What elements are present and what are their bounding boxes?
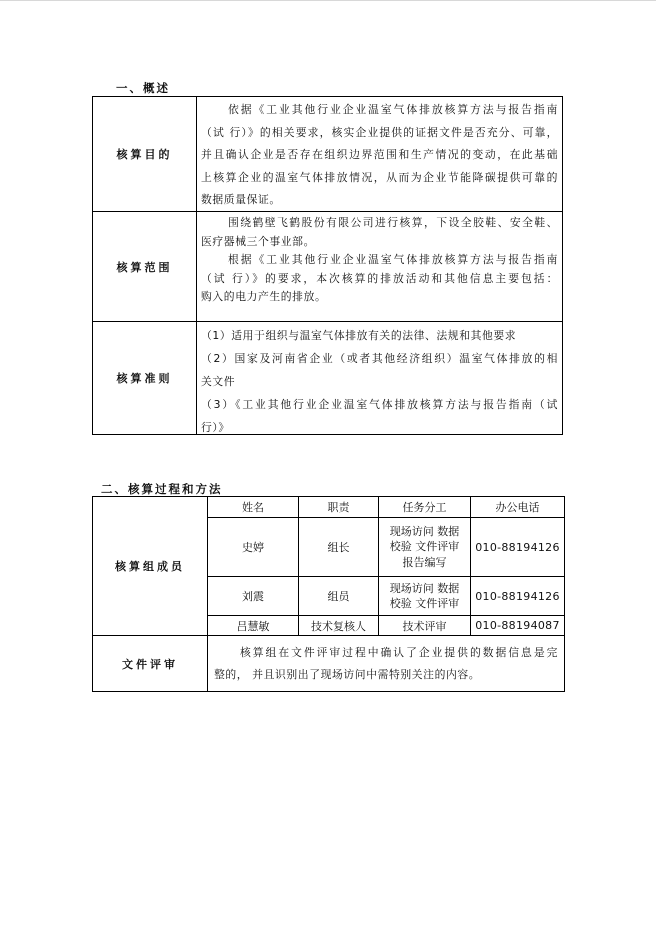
purpose-line: 并且确认企业是否存在组织边界范围和生产情况的变动，在此基础	[201, 148, 558, 161]
member-role: 组长	[298, 517, 379, 577]
purpose-line: 上核算企业的温室气体排放情况，从而为企业节能降碳提供可靠的	[201, 170, 558, 184]
member-phone: 010-88194126	[470, 517, 565, 577]
review-line: 整的， 并且识别出了现场访问中需特别关注的内容。	[214, 668, 481, 681]
purpose-line: 数据质量保证。	[201, 193, 281, 206]
document-review-content	[207, 635, 565, 692]
member-phone: 010-88194126	[470, 576, 565, 616]
overview-content-scope	[196, 211, 563, 322]
review-line: 核算组在文件评审过程中确认了企业提供的数据信息是完	[240, 646, 558, 659]
purpose-line: （试 行）》的相关要求，核实企业提供的证据文件是否充分、可靠，	[201, 125, 558, 139]
criteria-line: （2）国家及河南省企业（或者其他经济组织）温室气体排放的相	[201, 352, 558, 365]
member-phone: 010-88194087	[470, 615, 565, 636]
scope-text	[201, 214, 558, 307]
overview-content-criteria	[196, 321, 563, 435]
scope-line: （试 行）》的要求，本次核算的排放活动和其他信息主要包括：	[201, 271, 558, 285]
member-tasks	[378, 517, 471, 577]
purpose-line: 依据《工业其他行业企业温室气体排放核算方法与报告指南	[228, 103, 558, 116]
scope-line: 医疗器械三个事业部。	[201, 234, 315, 248]
scope-label-text: 核算范围	[116, 260, 173, 274]
overview-label-purpose	[92, 96, 197, 212]
column-header-name: 姓名	[207, 496, 299, 518]
overview-label-scope	[92, 211, 197, 322]
scope-line: 根据《工业其他行业企业温室气体排放核算方法与报告指南	[228, 253, 558, 266]
page-top-border	[0, 0, 656, 1]
criteria-line: （3）《工业其他行业企业温室气体排放核算方法与报告指南（试	[201, 398, 558, 411]
section2-heading: 二、核算过程和方法	[101, 482, 223, 496]
member-name: 刘震	[207, 576, 299, 616]
review-text	[214, 642, 558, 686]
review-label-text: 文件评审	[122, 657, 178, 671]
task-line: 报告编写	[402, 555, 447, 569]
team-members-label	[92, 496, 208, 636]
member-role: 技术复核人	[298, 615, 379, 636]
scope-line: 购入的电力产生的排放。	[201, 290, 327, 303]
member-name: 史婷	[207, 517, 299, 577]
member-role: 组员	[298, 576, 379, 616]
member-tasks: 技术评审	[378, 615, 471, 636]
document-review-label	[92, 635, 208, 692]
task-line: 校验 文件评审	[389, 540, 460, 554]
purpose-text	[201, 99, 558, 212]
task-line: 现场访问 数据	[389, 581, 460, 595]
overview-content-purpose	[196, 96, 563, 212]
column-header-role: 职责	[298, 496, 379, 518]
criteria-line: （1）适用于组织与温室气体排放有关的法律、法规和其他要求	[201, 329, 517, 342]
task-line: 现场访问 数据	[389, 524, 460, 538]
section1-heading: 一、概述	[116, 81, 170, 95]
task-line: 校验 文件评审	[389, 597, 460, 610]
team-label-text: 核算组成员	[115, 560, 185, 573]
criteria-line: 关文件	[201, 375, 236, 388]
purpose-label-text: 核算目的	[116, 148, 173, 161]
scope-line: 围绕鹤壁飞鹤股份有限公司进行核算，下设全胶鞋、安全鞋、	[228, 216, 558, 229]
member-name: 吕慧敏	[207, 615, 299, 636]
column-header-phone: 办公电话	[470, 496, 565, 518]
criteria-line: 行）》	[201, 421, 230, 434]
criteria-text	[201, 324, 558, 435]
member-tasks	[378, 576, 471, 616]
column-header-tasks: 任务分工	[378, 496, 471, 518]
overview-label-criteria	[92, 321, 197, 435]
criteria-label-text: 核算准则	[116, 372, 173, 385]
